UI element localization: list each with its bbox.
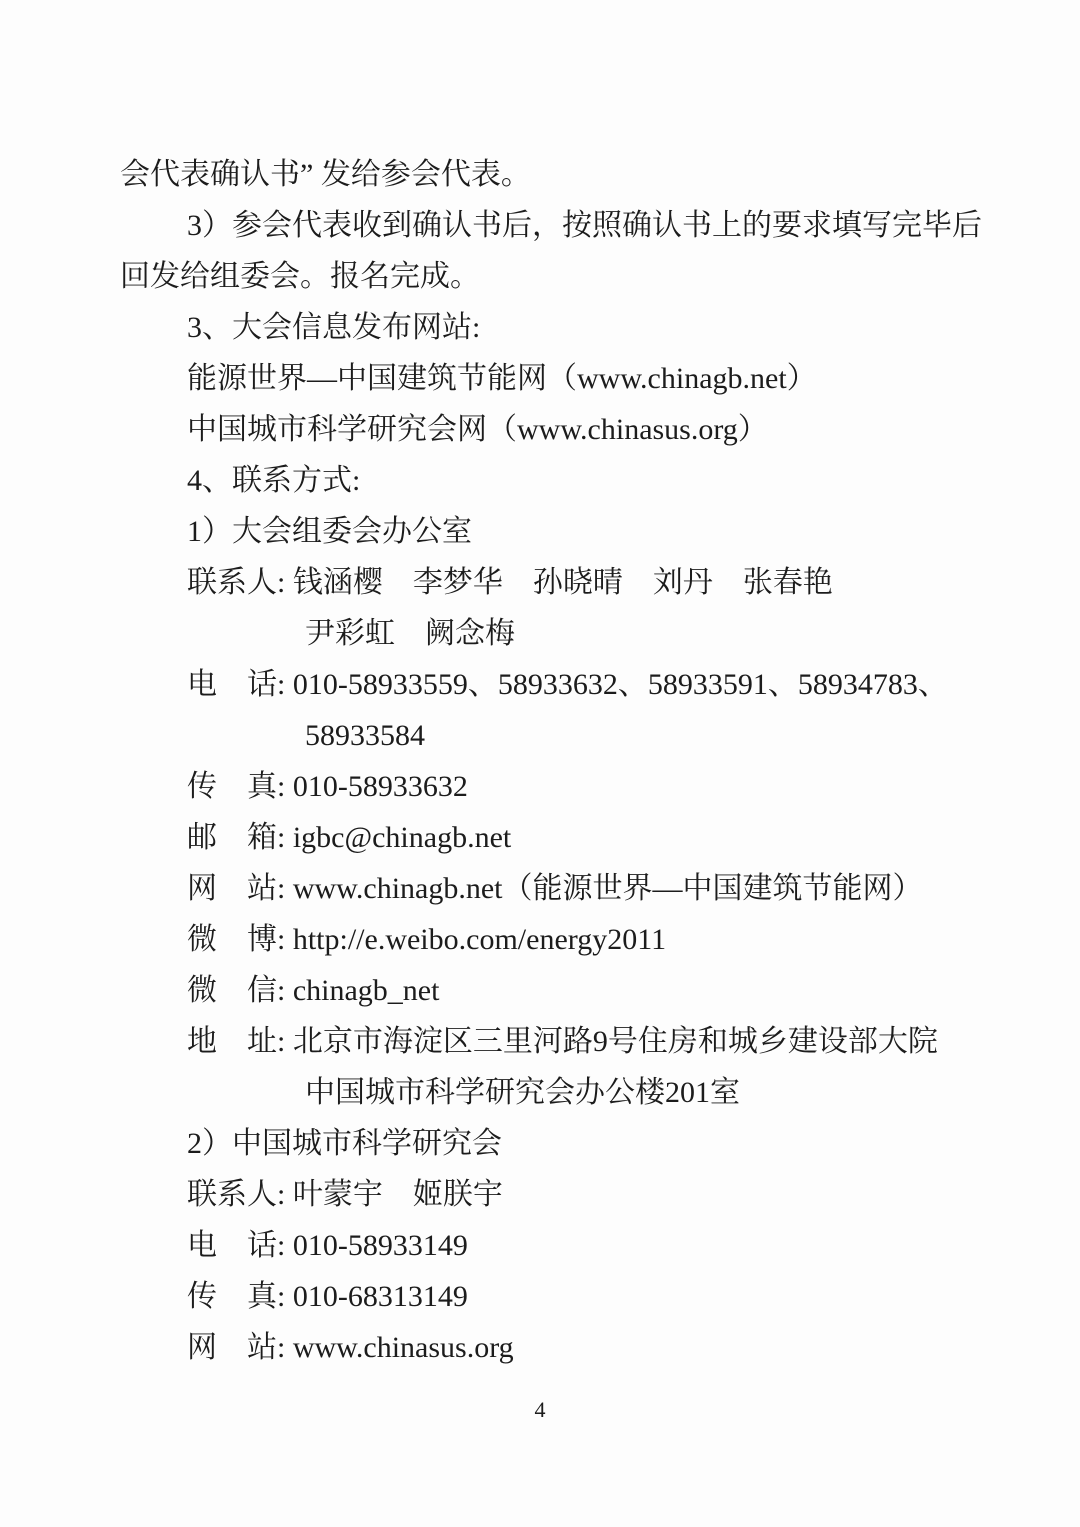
text-line: 联系人: 钱涵樱 李梦华 孙晓晴 刘丹 张春艳: [187, 566, 833, 599]
text-line: 能源世界—中国建筑节能网（www.chinagb.net）: [187, 362, 817, 395]
text-line: 邮 箱: igbc@chinagb.net: [187, 821, 512, 854]
text-line: 回发给组委会。报名完成。: [120, 260, 480, 293]
text-line: 电 话: 010-58933559、58933632、58933591、58934783、: [187, 668, 948, 701]
text-line: 3、大会信息发布网站:: [187, 311, 481, 344]
text-line: 1）大会组委会办公室: [187, 515, 472, 548]
text-line: 中国城市科学研究会网（www.chinasus.org）: [187, 413, 768, 446]
text-line: 尹彩虹 阙念梅: [305, 617, 515, 650]
text-line: 4、联系方式:: [187, 464, 361, 497]
text-line: 微 信: chinagb_net: [187, 974, 440, 1007]
text-line: 联系人: 叶蒙宇 姬朕宇: [187, 1178, 503, 1211]
text-line: 中国城市科学研究会办公楼201室: [305, 1076, 740, 1109]
text-line: 电 话: 010-58933149: [187, 1229, 468, 1262]
page-number: 4: [534, 1397, 546, 1422]
text-line: 2）中国城市科学研究会: [187, 1127, 502, 1160]
text-line: 网 站: www.chinagb.net（能源世界—中国建筑节能网）: [187, 872, 923, 905]
text-line: 3）参会代表收到确认书后，按照确认书上的要求填写完毕后: [187, 209, 982, 242]
text-line: 58933584: [305, 719, 425, 752]
text-line: 传 真: 010-68313149: [187, 1280, 468, 1313]
text-line: 会代表确认书” 发给参会代表。: [120, 158, 531, 191]
text-line: 微 博: http://e.weibo.com/energy2011: [187, 923, 667, 956]
text-line: 传 真: 010-58933632: [187, 770, 468, 803]
text-line: 网 站: www.chinasus.org: [187, 1331, 514, 1364]
text-line: 地 址: 北京市海淀区三里河路9号住房和城乡建设部大院: [187, 1025, 938, 1058]
